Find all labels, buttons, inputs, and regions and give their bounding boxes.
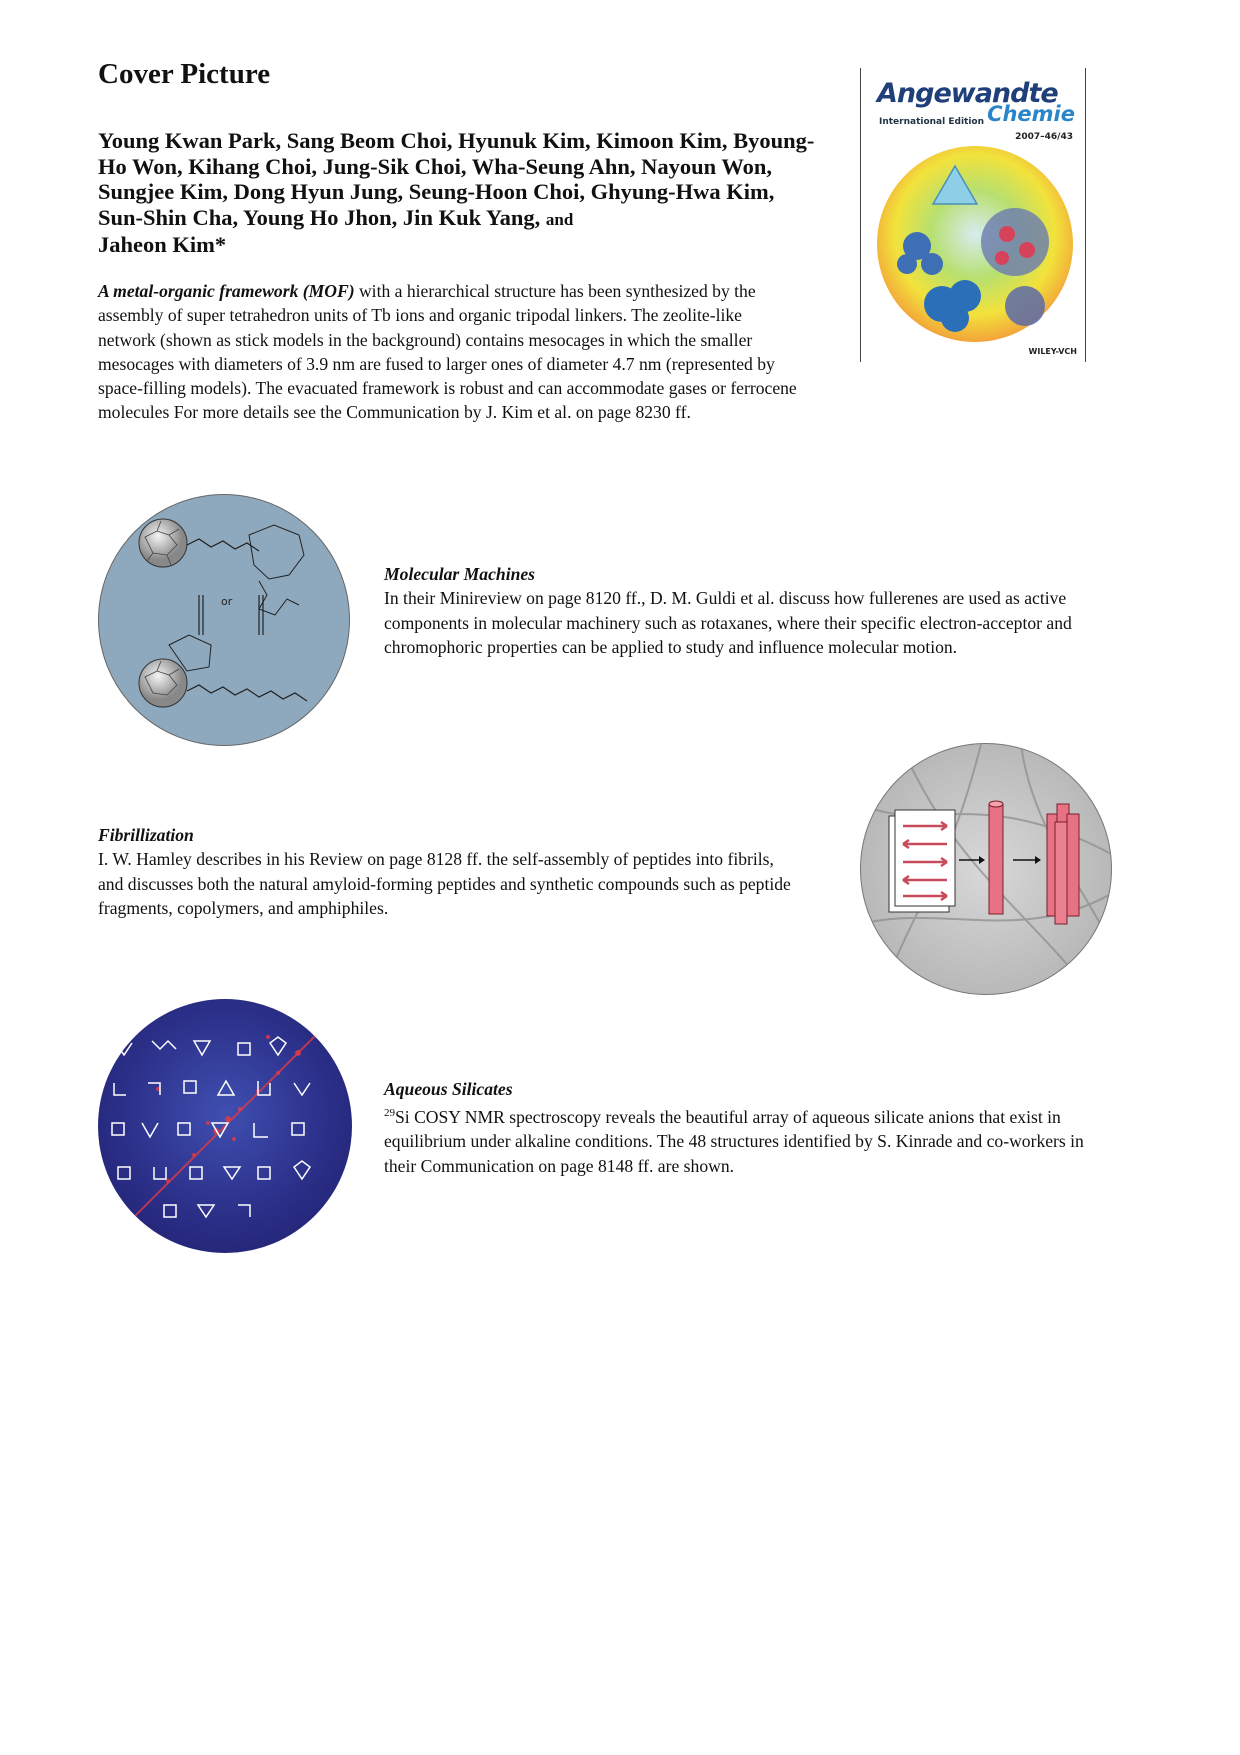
section-heading: Molecular Machines bbox=[384, 564, 536, 584]
isotope-superscript: 29 bbox=[384, 1107, 395, 1120]
section-body: In their Minireview on page 8120 ff., D. M. Guldi et al. discuss how fullerenes are used as active components in molecular machinery such as rotaxanes, where their specific electron-acceptor and chromophoric properties can be applied to study and influence molecular motion. bbox=[384, 588, 1072, 657]
fibril-scheme bbox=[861, 744, 1111, 994]
publisher-logo: WILEY-VCH bbox=[1028, 347, 1077, 356]
fibrillization-image bbox=[860, 743, 1112, 995]
scheme-or-label: or bbox=[221, 595, 233, 608]
cover-lead: A metal-organic framework (MOF) bbox=[98, 281, 355, 301]
section-body: Si COSY NMR spectroscopy reveals the beautiful array of aqueous silicate anions that exist in equilibrium under alkaline conditions. The 48 structures identified by S. Kinrade and co-workers in their Communication on page 8148 ff. are shown. bbox=[384, 1107, 1084, 1176]
section-aqueous-silicates bbox=[384, 1077, 1104, 1178]
journal-title: Angewandte bbox=[877, 78, 1058, 109]
page-title: Cover Picture bbox=[98, 58, 271, 90]
section-fibrillization bbox=[98, 823, 798, 920]
section-heading: Aqueous Silicates bbox=[384, 1079, 513, 1099]
cover-body: with a hierarchical structure has been synthesized by the assembly of super tetrahedron units of Tb ions and organic tripodal linkers. The zeolite-like network (shown as stick models in the background) contains mesocages in which the smaller mesocages with diameters of 3.9 nm are fused to larger ones of diameter 4.7 nm (represented by space-filling models). The evacuated framework is robust and can accommodate gases or ferrocene molecules For more details see the Communication by J. Kim et al. on page 8230 ff. bbox=[98, 281, 797, 423]
authors-last: Jaheon Kim* bbox=[98, 232, 227, 257]
section-heading: Fibrillization bbox=[98, 825, 194, 845]
molecular-machines-image bbox=[98, 494, 350, 746]
authors-main: Young Kwan Park, Sang Beom Choi, Hyunuk Kim, Kimoon Kim, Byoung-Ho Won, Kihang Choi, Jung-Sik Choi, Wha-Seung Ahn, Nayoun Won, Sungjee Kim, Dong Hyun Jung, Seung-Hoon Choi, Ghyung-Hwa Kim, Sun-Shin Cha, Young Ho Jhon, Jin Kuk Yang, bbox=[98, 128, 815, 230]
journal-volume: 2007–46/43 bbox=[1015, 132, 1073, 142]
mof-artwork bbox=[877, 146, 1073, 342]
section-body: I. W. Hamley describes in his Review on page 8128 ff. the self-assembly of peptides into fibrils, and discusses both the natural amyloid-forming peptides and synthetic compounds such as peptide fragments, copolymers, and amphiphiles. bbox=[98, 849, 791, 918]
author-list bbox=[98, 128, 818, 258]
nmr-structures-scheme bbox=[98, 999, 352, 1253]
cover-image bbox=[860, 68, 1086, 362]
authors-and: and bbox=[545, 209, 574, 229]
rotaxane-scheme bbox=[99, 495, 349, 745]
cover-artwork bbox=[877, 146, 1073, 342]
aqueous-silicates-image bbox=[98, 999, 352, 1253]
section-molecular-machines bbox=[384, 562, 1104, 659]
journal-chemie: Chemie bbox=[987, 102, 1075, 126]
cover-description bbox=[98, 279, 798, 425]
journal-subtitle: International Edition bbox=[879, 117, 985, 127]
